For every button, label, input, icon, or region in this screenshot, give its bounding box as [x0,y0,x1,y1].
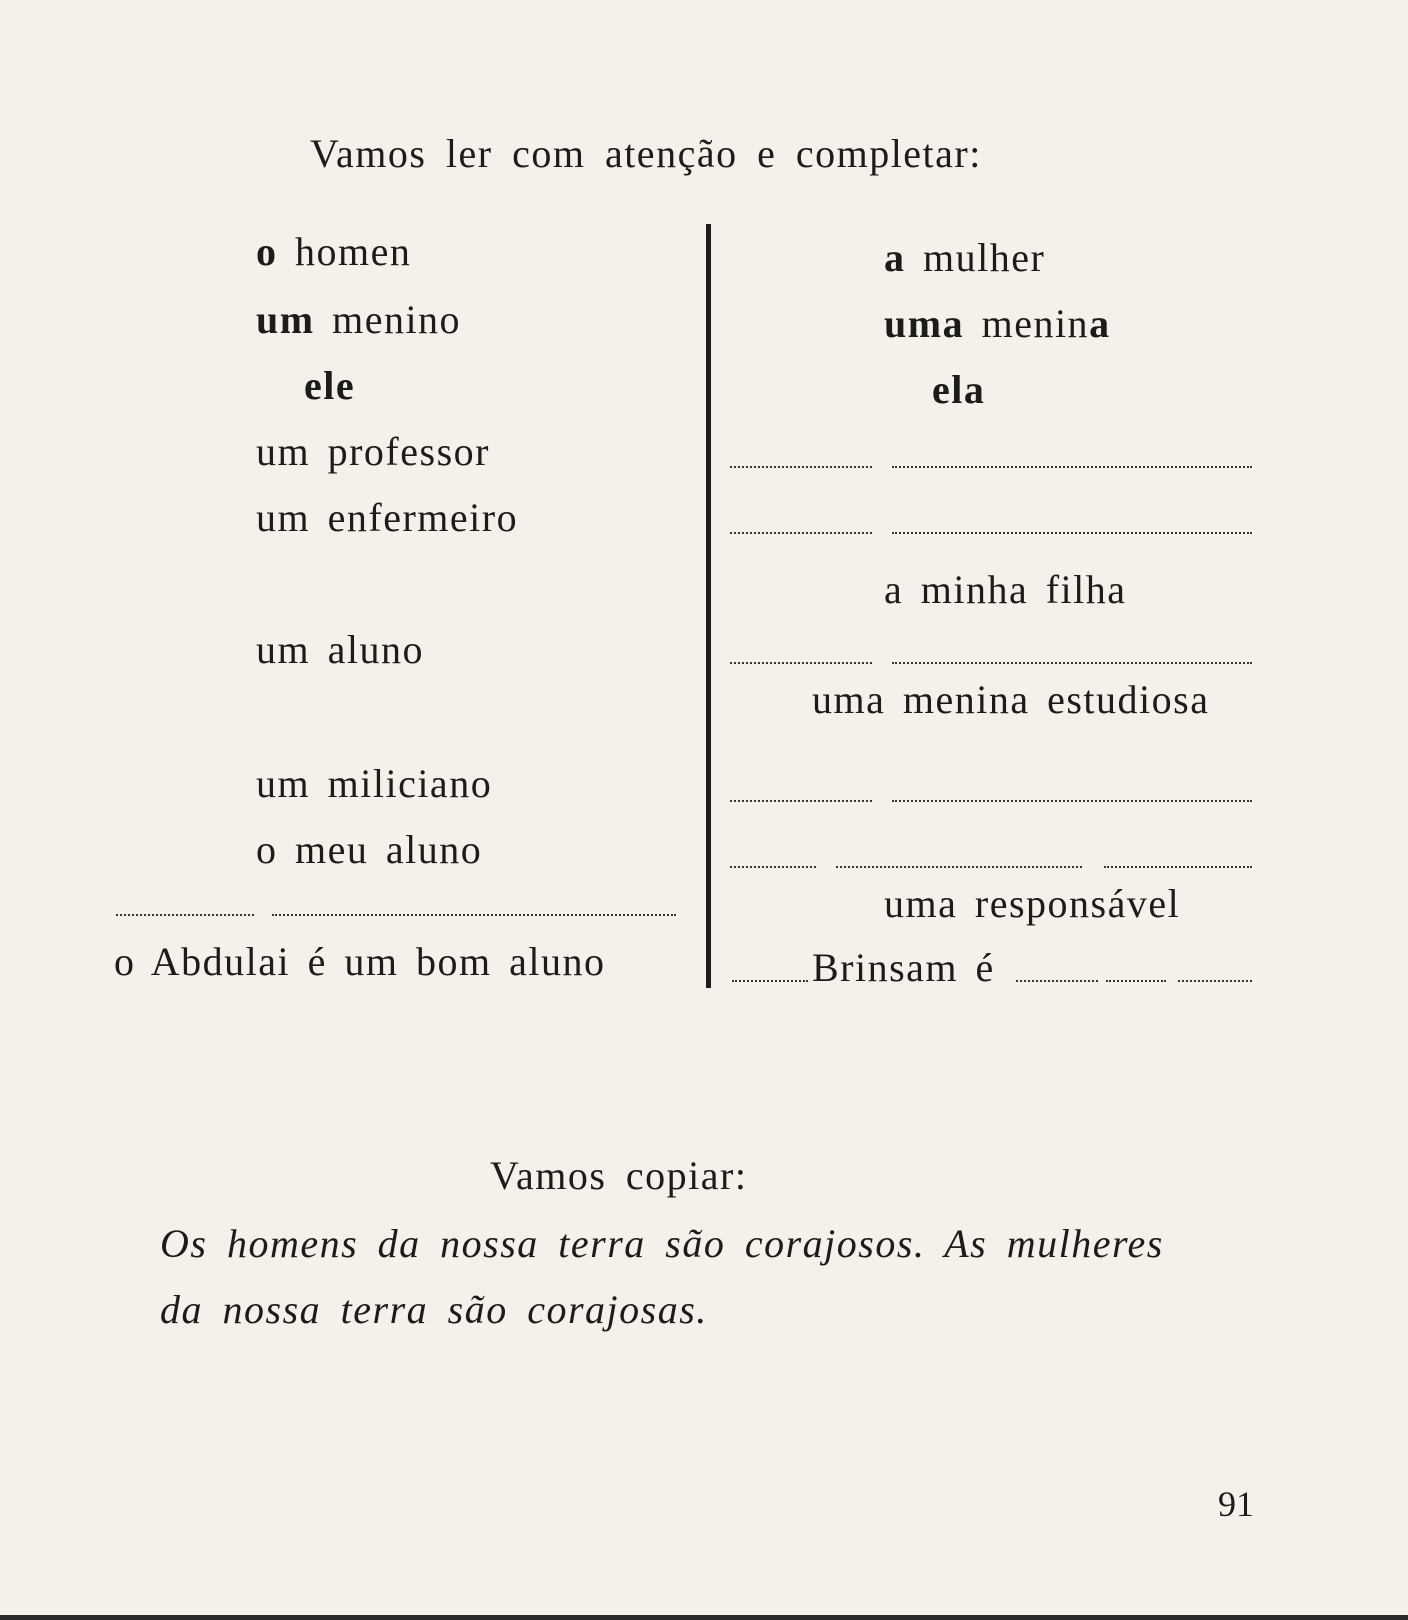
article: um [256,297,315,342]
blank-line [1178,980,1252,982]
blank-line [1016,980,1098,982]
noun-stem: menin [981,301,1090,346]
noun: mulher [923,235,1046,280]
column-divider [706,224,711,988]
article: uma [884,301,965,346]
copy-sentence-line-1: Os homens da nossa terra são corajosos. As mulheres [160,1221,1164,1266]
noun: homen [295,229,412,274]
right-row-2 [884,301,1111,346]
blank-line [732,980,808,982]
noun-ending: a [1089,301,1111,346]
copy-heading: Vamos copiar: [490,1153,748,1198]
blank-line [892,800,1252,802]
page-edge [0,1615,1408,1620]
blank-line [116,914,254,916]
left-row-1 [256,229,412,274]
left-row-5: um enfermeiro [256,495,519,540]
blank-line [1106,980,1166,982]
page-number: 91 [1218,1484,1254,1524]
left-pronoun: ele [304,363,356,408]
left-row-8: o meu aluno [256,827,483,872]
blank-line [730,466,872,468]
blank-line [730,800,872,802]
blank-line [272,914,676,916]
left-row-2 [256,297,462,342]
blank-line [1104,866,1252,868]
blank-line [730,532,872,534]
right-row-4: a minha filha [884,567,1127,612]
right-row-7: Brinsam é [812,945,995,990]
noun [982,301,1111,346]
left-row-4: um professor [256,429,490,474]
exercise-heading: Vamos ler com atenção e completar: [310,131,982,176]
blank-line [892,466,1252,468]
right-pronoun: ela [932,367,986,412]
right-row-1 [884,235,1046,280]
right-row-5: uma menina estudiosa [812,677,1210,722]
right-row-6: uma responsável [884,881,1181,926]
left-row-7: um miliciano [256,761,493,806]
blank-line [730,662,872,664]
noun: menino [332,297,462,342]
article: a [884,235,906,280]
article: o [256,229,278,274]
copy-sentence-line-2: da nossa terra são corajosas. [160,1287,708,1332]
blank-line [730,866,816,868]
left-row-6: um aluno [256,627,424,672]
blank-line [892,662,1252,664]
blank-line [892,532,1252,534]
blank-line [836,866,1082,868]
left-row-9: o Abdulai é um bom aluno [114,939,606,984]
